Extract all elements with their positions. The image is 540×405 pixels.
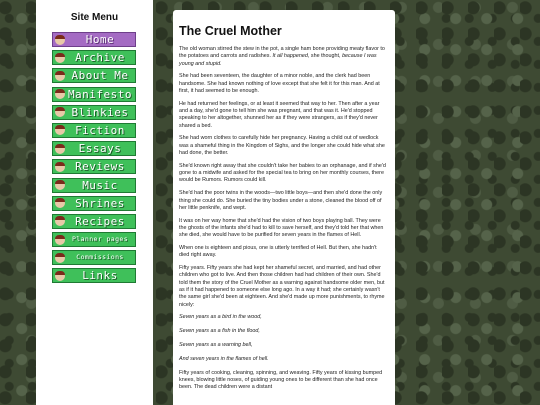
avatar-icon	[55, 35, 65, 45]
menu-item-home[interactable]	[52, 32, 136, 47]
menu-item-fiction[interactable]	[52, 123, 136, 138]
story-paragraph: She'd known right away that she couldn't take her babies to an orphanage, and if she'd gone to a midwife and asked for the special tea to bring on her monthly courses, there would be Rumors. Rumors could kill.	[179, 162, 386, 184]
story-paragraph: She'd had the poor twins in the woods—two little boys—and then she'd done the only thing she could do. She buried the tiny bodies under a stone, cleaned the blood off of her little penknife, and wept.	[179, 190, 383, 211]
avatar-icon	[55, 271, 65, 281]
avatar-icon	[55, 53, 65, 63]
menu-label: Links	[82, 269, 118, 283]
avatar-icon	[55, 198, 65, 208]
sidebar	[36, 0, 153, 405]
avatar-icon	[55, 107, 65, 117]
menu-item-links[interactable]	[52, 268, 136, 283]
avatar-icon	[55, 180, 65, 190]
menu-label: Reviews	[75, 160, 125, 174]
menu-label: Archive	[75, 51, 125, 65]
avatar-icon	[55, 71, 65, 81]
sidebar-title: Site Menu	[70, 12, 119, 23]
menu-label: Planner pages	[71, 235, 129, 244]
menu-label: Recipes	[75, 214, 125, 228]
menu-item-about-me[interactable]	[52, 68, 136, 83]
avatar-icon	[55, 216, 65, 226]
story-italic-text: because I was young and stupid.	[179, 53, 377, 67]
story-paragraph: She had worn clothes to carefully hide her pregnancy. Having a child out of wedlock was a shameful thing in the Kingdom of Sighs, and the longer she could hide what she had done, the better.	[179, 135, 385, 157]
story-paragraph: Fifty years. Fifty years she had kept her shameful secret, and married, and had other children who got to live. And then those children had had children of their own. She'd told them the story of the Cruel Mother as a warning against handsome older men, but as if it had happened to someone else long ago. In a way it had; she certainly wasn't the same girl she'd been at eighteen. And she'd made up more punishments, to rhyme nicely:	[179, 265, 385, 308]
verse-line: Seven years as a bird in the wood,	[179, 314, 262, 321]
menu-label: Manifesto	[67, 87, 133, 101]
avatar-icon	[55, 253, 65, 263]
story-panel	[173, 10, 395, 405]
story-paragraph: Fifty years of cooking, cleaning, spinning, and weaving. Fifty years of kissing bumped knees, blowing little noses, of guiding young ones to be different than she had once been. The dead children were a distant	[179, 369, 383, 391]
story-italic-text: It all happened,	[272, 53, 310, 60]
story-paragraph: When one is eighteen and pious, one is utterly terrified of Hell. But then, she hadn't died right away.	[179, 245, 377, 259]
story-paragraph: She had been seventeen, the daughter of a minor noble, and the clerk had been handsome. She had known nothing of love except that she felt it for this man. And at first, it had seemed to be enough.	[179, 73, 380, 94]
avatar-icon	[55, 89, 65, 99]
avatar-icon	[55, 162, 65, 172]
menu-label: About Me	[71, 69, 129, 83]
menu-item-planner-pages[interactable]	[52, 232, 136, 247]
menu-label: Home	[85, 33, 115, 46]
menu-item-manifesto[interactable]	[52, 87, 136, 102]
avatar-icon	[55, 125, 65, 135]
menu-item-essays[interactable]	[52, 141, 136, 156]
site-menu	[36, 32, 153, 283]
menu-item-shrines[interactable]	[52, 196, 136, 211]
menu-label: Blinkies	[71, 105, 129, 119]
verse-line: And seven years in the flames of hell.	[179, 355, 269, 362]
page-title: The Cruel Mother	[179, 24, 282, 38]
avatar-icon	[55, 235, 65, 245]
menu-item-reviews[interactable]	[52, 159, 136, 174]
story-paragraph	[179, 46, 388, 68]
story-paragraph: He had returned her feelings, or at least it seemed that way to her. Then after a year and a day, she'd gone to tell him she was pregnant, and that was it. He'd stopped speaking to her altogether, shunned her as if they were strangers, as if they'd never shared a bed.	[179, 100, 380, 129]
menu-item-commissions[interactable]	[52, 250, 136, 265]
menu-label: Commissions	[76, 253, 124, 262]
menu-label: Fiction	[75, 123, 125, 137]
verse-line: Seven years as a warning bell,	[179, 342, 253, 348]
menu-item-recipes[interactable]	[52, 214, 136, 229]
menu-label: Music	[82, 178, 118, 192]
verse-line: Seven years as a fish in the flood,	[179, 328, 260, 335]
menu-item-archive[interactable]	[52, 50, 136, 65]
menu-item-music[interactable]	[52, 178, 136, 193]
menu-label: Shrines	[75, 196, 125, 210]
story-text: The old woman stirred the stew in the pot, a single ham bone providing meaty flavor to the potatoes and carrots and radishes.	[179, 46, 385, 60]
menu-item-blinkies[interactable]	[52, 105, 136, 120]
story-text: she thought,	[310, 53, 341, 60]
menu-label: Essays	[78, 142, 122, 156]
story-paragraph: It was on her way home that she'd had the vision of two boys playing ball. They were the ghosts of the infants she'd had to kill to save herself, and they'd told her that when she died, she would have to be purified for seven years in the flames of Hell.	[179, 217, 384, 239]
avatar-icon	[55, 144, 65, 154]
